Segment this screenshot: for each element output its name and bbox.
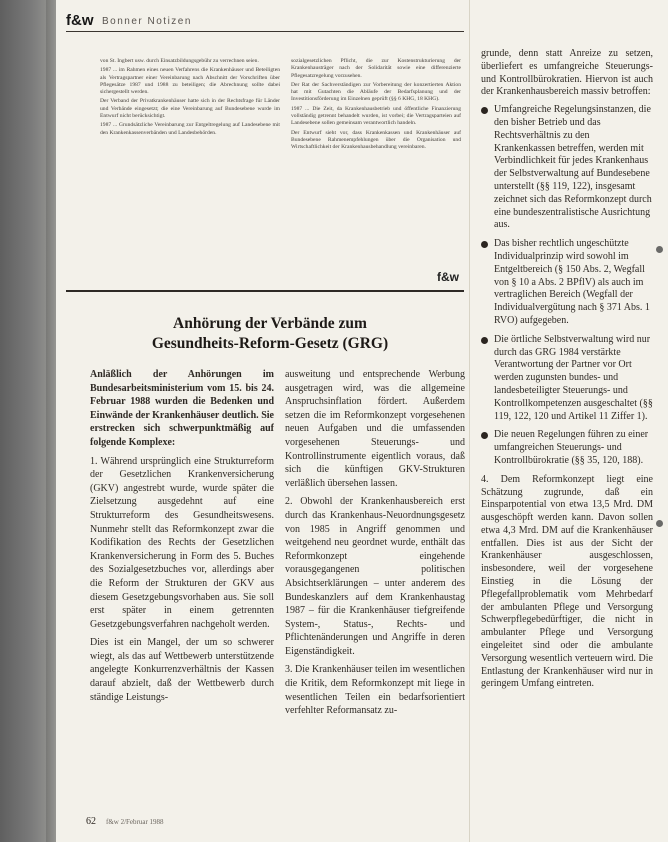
article-intro: Anläßlich der Anhörungen im Bundesarbeitsministerium vom 15. bis 24. Februar 1988 wurden die Bedenken und Einwände der Krankenhäuser deutlich. Sie erstrecken sich schwerpunktmäßig auf folgende Komplexe: xyxy=(90,369,274,448)
footer-source: f&w 2/Februar 1988 xyxy=(106,818,164,826)
right-paragraph: grunde, denn statt Anreize zu setzen, überliefert es umfangreiche Steuerungs- und Kontrollbürokratien. Hiervon ist auch der Krankenhausbereich massiv betroffen: xyxy=(481,48,653,98)
page-number: 62 xyxy=(86,816,96,827)
bullet-text: Das bisher rechtlich ungeschützte Individualprinzip wird sowohl im Entgeltbereich (§ 150 Abs. 2, Wegfall von § 10 a Abs. 2 BPflV) als auch im vertraglichen Bereich (Wegfall der Individualvergütung nach § 371 Abs. 1 RVO) aufgegeben. xyxy=(494,238,650,326)
upper-paragraph: 1987 ... Grundsätzliche Vereinbarung zur Entgeltregelung auf Landesebene mit den Krankenkassenverbänden und Landesbehörden. xyxy=(100,122,280,136)
punch-hole-icon xyxy=(656,520,663,527)
header-logo: f&w xyxy=(66,12,94,29)
upper-paragraph: Der Rat der Sachverständigen zur Vorbereitung der konzertierten Aktion hat mit Gutachten die Abläufe der Bedarfsplanung und der Investitionsförderung im Einzelnen geprüft (§§ 6 KHG, 18 KHG). xyxy=(291,81,461,103)
section-end-mark: f&w xyxy=(437,270,459,284)
bullet-icon xyxy=(481,241,488,248)
upper-paragraph: Der Entwurf sieht vor, dass Krankenkassen und Krankenhäuser auf Bundesebene Rahmenempfehlungen über die Organisation und Wirtschaftlichkeit der Krankenhausbehandlung vereinbaren. xyxy=(291,129,461,151)
bullet-item xyxy=(481,429,653,467)
bullet-item xyxy=(481,334,653,424)
header-rule xyxy=(66,31,464,32)
bullet-icon xyxy=(481,107,488,114)
upper-paragraph: von St. Ingbert usw. durch Einsatzbildungsgebühr zu verrechnen seien. xyxy=(100,58,259,64)
article-paragraph: 3. Die Krankenhäuser teilen im wesentlichen die Kritik, dem Reformkonzept mit liege in wesentlichen Teilen ein bedarfsorientiert verfehlter Reformansatz zu- xyxy=(285,664,465,717)
right-column xyxy=(481,48,653,828)
bullet-text: Die neuen Regelungen führen zu einer umfangreichen Steuerungs- und Kontrollbürokratie (§§ 35, 120, 188). xyxy=(494,429,649,466)
article-column-1 xyxy=(90,368,274,808)
bullet-text: Umfangreiche Regelungsinstanzen, die den bisher Betrieb und das Rechtsverhältnis zu den Krankenkassen betreffen, werden mit Verbindlichkeit für jedes Krankenhaus der Selbstverwaltung auf Bundesebene unterstellt (§§ 119, 122), insgesamt zeichnet sich das Reformkonzept durch eine bundeszentralistische Ausrichtung aus. xyxy=(494,104,652,231)
bullet-item xyxy=(481,238,653,328)
section-rule xyxy=(66,290,464,292)
article-paragraph: 1. Während ursprünglich eine Strukturreform der Gesetzlichen Krankenversicherung (GKV) angestrebt wurde, wurde später die Zielsetzung ausgedehnt auf eine Strukturreform des Gesundheitswesens. Nunmehr stellt das Reformkonzept zwar die Kodifikation des Rechts der Gesetzlichen Krankenversicherung in Form des 5. Buches des Sozialgesetzbuches vor, allerdings aber die Reform der Strukturen der GKV aus diesem Gesetzgebungsvorhaben aus. Sie soll erst später in einem getrennten Gesetzgebungsverfahren nachgeholt werden. xyxy=(90,455,274,630)
article-title xyxy=(120,314,420,354)
article-paragraph: Dies ist ein Mangel, der um so schwerer wiegt, als das auf Wettbewerb unterstützende angelegte Konkurrenzverhältnis der Kassen darauf abzielt, daß der Wettbewerb durch ständige Leistungs- xyxy=(90,637,274,703)
upper-paragraph: Der Verband der Privatkrankenhäuser hatte sich in der Rechtsfrage für Länder und Verbände eingesetzt; die eine Vereinbarung auf Bundesebene wurde im Entwurf nicht berücksichtigt. xyxy=(100,98,280,120)
bullet-icon xyxy=(481,432,488,439)
article-title-line-2: Gesundheits-Reform-Gesetz (GRG) xyxy=(151,335,389,352)
upper-column-2 xyxy=(291,58,461,258)
upper-column-1 xyxy=(100,58,280,258)
header-rubric: Bonner Notizen xyxy=(102,16,192,27)
bullet-icon xyxy=(481,337,488,344)
right-paragraph: 4. Dem Reformkonzept liegt eine Schätzung zugrunde, daß ein Einsparpotential von etwa 13,5 Mrd. DM ausgeschöpft werden kann. Davon sollen etwa 4,3 Mrd. DM auf die Krankenhäuser entfallen. Dies ist aus der Sicht der Krankenhäuser ausgeschlossen, insbesondere, weil der vorgesehene Einstieg in die Lösung der Pflegefallproblematik vom Mehrbedarf der ambulanten Pflege und Versorgung Schwerpflegebedürftiger, die nicht in ambulanter Pflege und Versorgung eingeleitet sind oder die ambulante Versorgung wesentlich verteuern wird. Die Entlastung der Krankenhäuser wird nur in geringem Umfang eintreten. xyxy=(481,473,653,690)
upper-paragraph: 1987 ... im Rahmen eines neuen Verfahrens die Krankenhäuser und Beteiligten als Vertragspartner einer Vereinbarung nach Abschnitt der Vorschriften über Pflegesätze 1987 und 1988 zu beteiligen; die Abrechnung sollte dabei sichergestellt werden. xyxy=(100,67,280,96)
upper-paragraph: 1987 ... Die Zeit, da Krankenhausbetrieb und öffentliche Finanzierung vollständig getrennt behandelt wurden, ist vorbei; die Vertragsparteien auf Landesebene sollen gemeinsam verantwortlich handeln. xyxy=(291,105,461,127)
article-column-2 xyxy=(285,368,465,808)
article-title-line-1: Anhörung der Verbände zum xyxy=(173,315,367,332)
bullet-text: Die örtliche Selbstverwaltung wird nur durch das GRG 1984 verstärkte Verantwortung der Partner vor Ort werden zugunsten bundes- und landesbeteiligter Steuerungs- und Kontrollkompetenzen ausgeschaltet (§§ 119, 122, 120 und Artikel 11 Ziffer 1). xyxy=(494,333,653,422)
punch-hole-icon xyxy=(656,246,663,253)
page-crease xyxy=(469,0,470,842)
article-paragraph: 2. Obwohl der Krankenhausbereich erst durch das Krankenhaus-Neuordnungsgesetz von 1985 in Angriff genommen und weitgehend neu geordnet wurde, enthält das Reformkonzept eingehende vorausgegangenen politischen Absichtserklärungen – unter anderem des Bundeskanzlers auf dem Krankenhaustag 1987 – für die Krankenhäuser tiefgreifende System-, Status-, Rechts- und Pflichtenänderungen und Angriffe in deren Eigenständigkeit. xyxy=(285,496,465,657)
article-paragraph: ausweitung und entsprechende Werbung ausgetragen wird, was die allgemeine Anspruchsinflation fördert. Außerdem setzen die im Reformkonzept vorgesehenen neuen Aufgaben und die umfassenden vorgesehenen Steuerungs- und Kontrollinstrumente eigentlich voraus, daß sich die künftigen GKV-Strukturen verläßlich übersehen lassen. xyxy=(285,369,465,489)
bullet-item xyxy=(481,104,653,232)
upper-paragraph: sozialgesetzlichen Pflicht, die zur Kostenstrukturierung der Krankenhausträger nach der Solidarität sowie eine differenzierte Pflegesatzregelung vorzusehen. xyxy=(291,58,461,79)
